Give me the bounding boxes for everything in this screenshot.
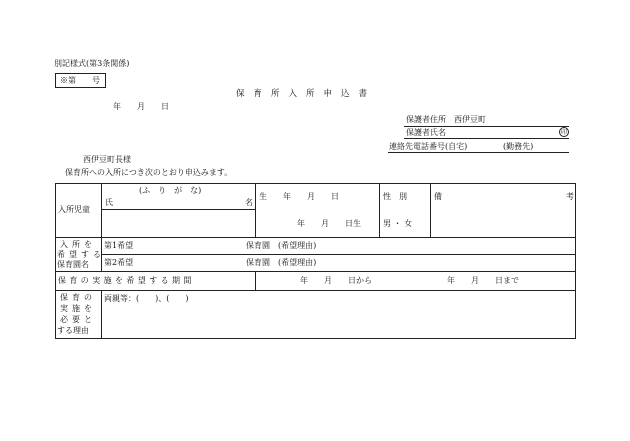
address-underline	[404, 126, 569, 127]
sex-values: 男 ・ 女	[383, 219, 413, 228]
choice-1-label: 第1希望	[104, 241, 134, 250]
phone-home-label: 連絡先電話番号(自宅)	[389, 142, 468, 151]
vrule-reason-label	[101, 290, 102, 339]
application-date: 年 月 日	[113, 102, 169, 111]
number-label: ※第 号	[60, 76, 100, 85]
choice-2-reason: 保育園 (希望理由)	[246, 258, 317, 267]
name-label-left: 氏	[105, 198, 113, 207]
period-to: 年 月 日まで	[447, 276, 519, 285]
guardian-address-label: 保護者住所	[406, 115, 446, 124]
choice-2-label: 第2希望	[104, 258, 134, 267]
vrule-period	[255, 271, 256, 290]
sex-label: 性 別	[383, 192, 407, 201]
period-from: 年 月 日から	[300, 276, 372, 285]
rule-name-bottom	[101, 209, 255, 210]
vrule-sex-remarks	[430, 183, 431, 237]
page-title: 保育所入所申込書	[236, 89, 377, 99]
reason-label-line1: 保育の	[60, 293, 96, 302]
furigana-label: (ふ り が な)	[139, 186, 202, 195]
vrule-child-label	[101, 183, 102, 237]
vrule-birth-sex	[379, 183, 380, 237]
reason-label-line3: 必要と	[60, 315, 96, 324]
birth-values: 年 月 日生	[297, 219, 361, 228]
birth-label: 生 年 月 日	[259, 192, 339, 201]
rule-choice-divider	[101, 254, 576, 255]
wish-label-line1: 入所を	[60, 240, 96, 249]
remarks-label-left: 備	[434, 192, 442, 201]
rule-nursery-bottom	[55, 271, 576, 272]
child-label: 入所児童	[58, 205, 90, 214]
phone-work-label: (勤務先)	[503, 142, 534, 151]
reason-label-line4: する理由	[57, 326, 89, 335]
intro-text: 保育所への入所につき次のとおり申込みます。	[65, 168, 233, 177]
rule-period-bottom	[55, 290, 576, 291]
name-label-right: 名	[245, 198, 253, 207]
choice-1-reason: 保育園 (希望理由)	[246, 241, 317, 250]
phone-underline	[388, 152, 569, 153]
reason-content: 両親等：( )、( )	[104, 294, 189, 303]
guardian-address-value: 西伊豆町	[454, 115, 486, 124]
remarks-label-right: 考	[566, 192, 574, 201]
rule-child-bottom	[55, 237, 576, 238]
seal-mark-icon: 印	[560, 129, 567, 136]
wish-label-line2: 希望する	[57, 250, 105, 259]
form-reference: 別記様式(第3条関係)	[54, 59, 130, 68]
wish-label-line3: 保育園名	[57, 260, 89, 269]
recipient: 西伊豆町長様	[83, 155, 131, 164]
vrule-name-birth	[255, 183, 256, 237]
name-underline	[404, 138, 569, 139]
period-label: 保育の実施を希望する期間	[58, 276, 195, 285]
guardian-name-label: 保護者氏名	[406, 128, 446, 137]
reason-label-line2: 実施を	[60, 304, 96, 313]
